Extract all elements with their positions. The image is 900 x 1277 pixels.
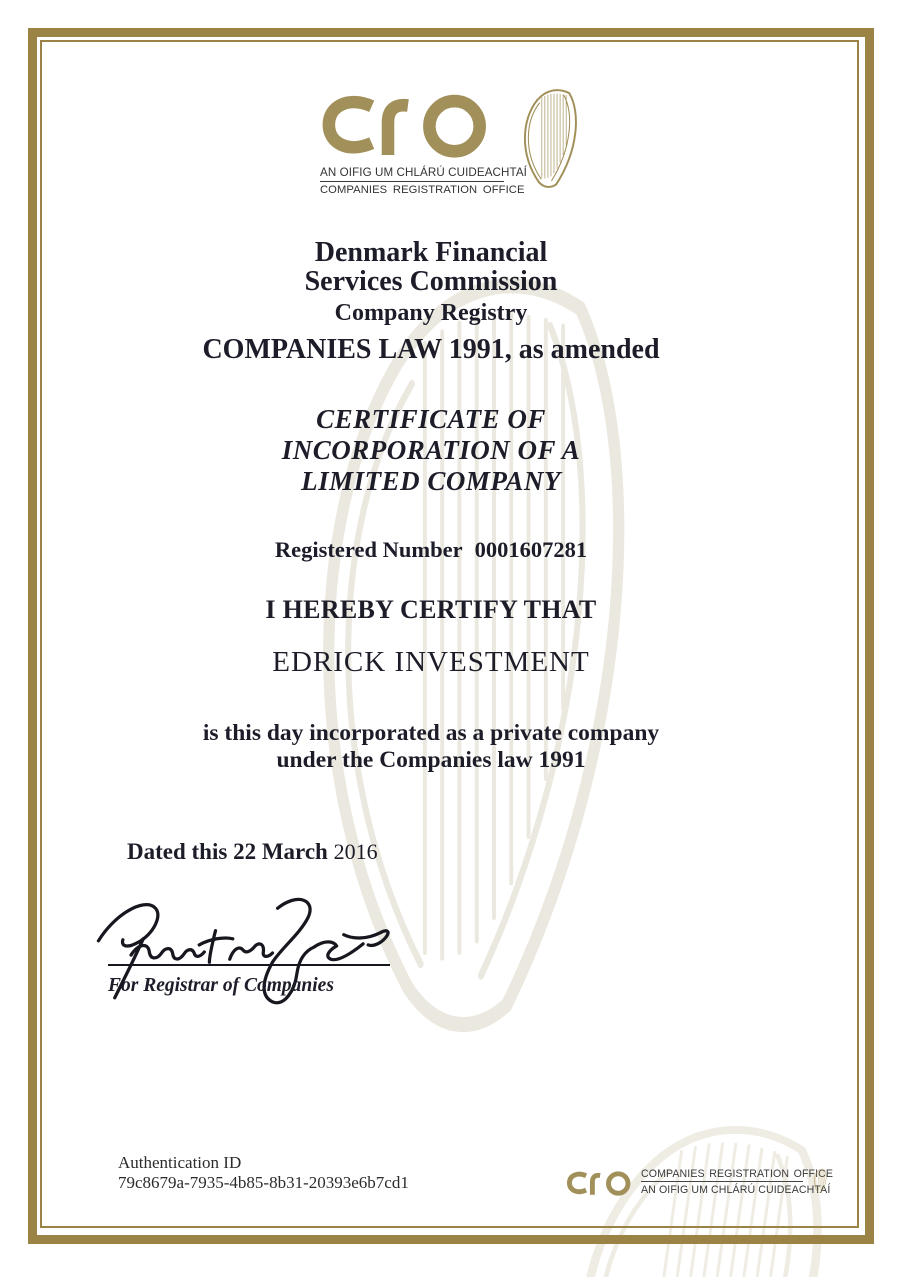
dated-label: Dated this bbox=[127, 839, 228, 864]
certify-line: I HEREBY CERTIFY THAT bbox=[265, 595, 597, 624]
cro-english-name: COMPANIES REGISTRATION OFFICE bbox=[320, 184, 525, 196]
certificate-title-line1: CERTIFICATE OF bbox=[316, 404, 546, 434]
cro-irish-name: AN OIFIG UM CHLÁRÚ CUIDEACHTAÍ bbox=[320, 166, 527, 179]
certificate-title-line2: INCORPORATION OF A bbox=[281, 435, 581, 465]
footer-logo-names bbox=[641, 1167, 834, 1196]
authority-line2: Services Commission bbox=[304, 266, 558, 297]
cro-footer-logo bbox=[566, 1166, 834, 1197]
footer-logo-divider bbox=[641, 1181, 803, 1182]
harp-icon bbox=[812, 1166, 830, 1197]
dated-year: 2016 bbox=[333, 839, 378, 864]
authority-line3: Company Registry bbox=[334, 300, 528, 326]
registered-number-value: 0001607281 bbox=[474, 537, 588, 562]
cro-logo-names bbox=[320, 166, 527, 196]
dated-date: 22 March bbox=[233, 839, 328, 864]
cro-wordmark-icon bbox=[566, 1167, 632, 1196]
dated-line bbox=[127, 839, 378, 865]
registered-number bbox=[0, 537, 900, 563]
authority-title bbox=[0, 238, 900, 326]
certificate-title-line3: LIMITED COMPANY bbox=[301, 466, 561, 496]
certificate-title bbox=[0, 404, 900, 497]
incorporation-line1: is this day incorporated as a private company bbox=[202, 720, 660, 746]
authentication-label: Authentication ID bbox=[118, 1153, 242, 1172]
footer-english-name: COMPANIES REGISTRATION OFFICE bbox=[641, 1167, 834, 1180]
footer-irish-name: AN OIFIG UM CHLÁRÚ CUIDEACHTAÍ bbox=[641, 1183, 831, 1196]
signature-line bbox=[108, 964, 390, 966]
company-name: EDRICK INVESTMENT bbox=[272, 646, 590, 678]
law-title: COMPANIES LAW 1991, as amended bbox=[202, 334, 660, 365]
incorporation-line2: under the Companies law 1991 bbox=[276, 747, 586, 773]
harp-icon bbox=[516, 78, 592, 204]
registered-number-label: Registered Number bbox=[274, 537, 463, 562]
cro-wordmark-icon bbox=[320, 84, 490, 158]
incorporation-statement bbox=[0, 720, 900, 774]
authentication-block bbox=[118, 1153, 409, 1193]
signatory-title: For Registrar of Companies bbox=[108, 975, 334, 996]
logo-divider bbox=[320, 181, 504, 182]
authentication-id: 79c8679a-7935-4b85-8b31-20393e6b7cd1 bbox=[118, 1173, 409, 1192]
authority-line1: Denmark Financial bbox=[314, 237, 548, 268]
cro-header-logo bbox=[320, 84, 600, 196]
